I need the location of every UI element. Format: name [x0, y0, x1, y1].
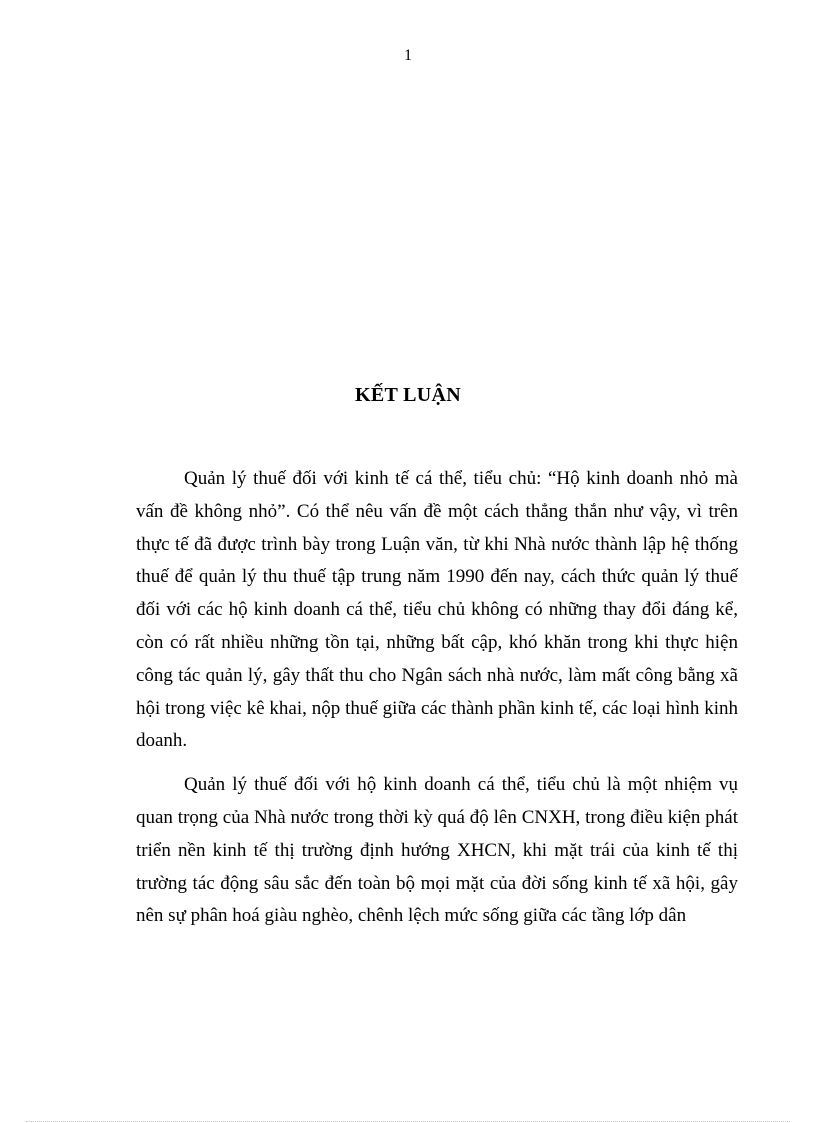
page-number: 1: [404, 47, 412, 64]
paragraph-1: Quản lý thuế đối với kinh tế cá thể, tiểu chủ: “Hộ kinh doanh nhỏ mà vấn đề không nhỏ”. Có thể nêu vấn đề một cách thẳng thắn như vậy, vì trên thực tế đã được trình bày trong Luận văn, từ khi Nhà nước thành lập hệ thống thuế để quản lý thu thuế tập trung năm 1990 đến nay, cách thức quản lý thuế đối với các hộ kinh doanh cá thể, tiểu chủ không có những thay đổi đáng kể, còn có rất nhiều những tồn tại, những bất cập, khó khăn trong khi thực hiện công tác quản lý, gây thất thu cho Ngân sách nhà nước, làm mất công bằng xã hội trong việc kê khai, nộp thuế giữa các thành phần kinh tế, các loại hình kinh doanh.: [136, 468, 738, 752]
body-text: [136, 463, 738, 944]
paragraph-2: Quản lý thuế đối với hộ kinh doanh cá thể, tiểu chủ là một nhiệm vụ quan trọng của Nhà nước trong thời kỳ quá độ lên CNXH, trong điều kiện phát triển nền kinh tế thị trường định hướng XHCN, khi mặt trái của kinh tế thị trường tác động sâu sắc đến toàn bộ mọi mặt của đời sống kinh tế xã hội, gây nên sự phân hoá giàu nghèo, chênh lệch mức sống giữa các tầng lớp dân: [136, 774, 738, 927]
section-heading: KẾT LUẬN: [355, 384, 461, 406]
page-bottom-divider: [26, 1121, 790, 1122]
